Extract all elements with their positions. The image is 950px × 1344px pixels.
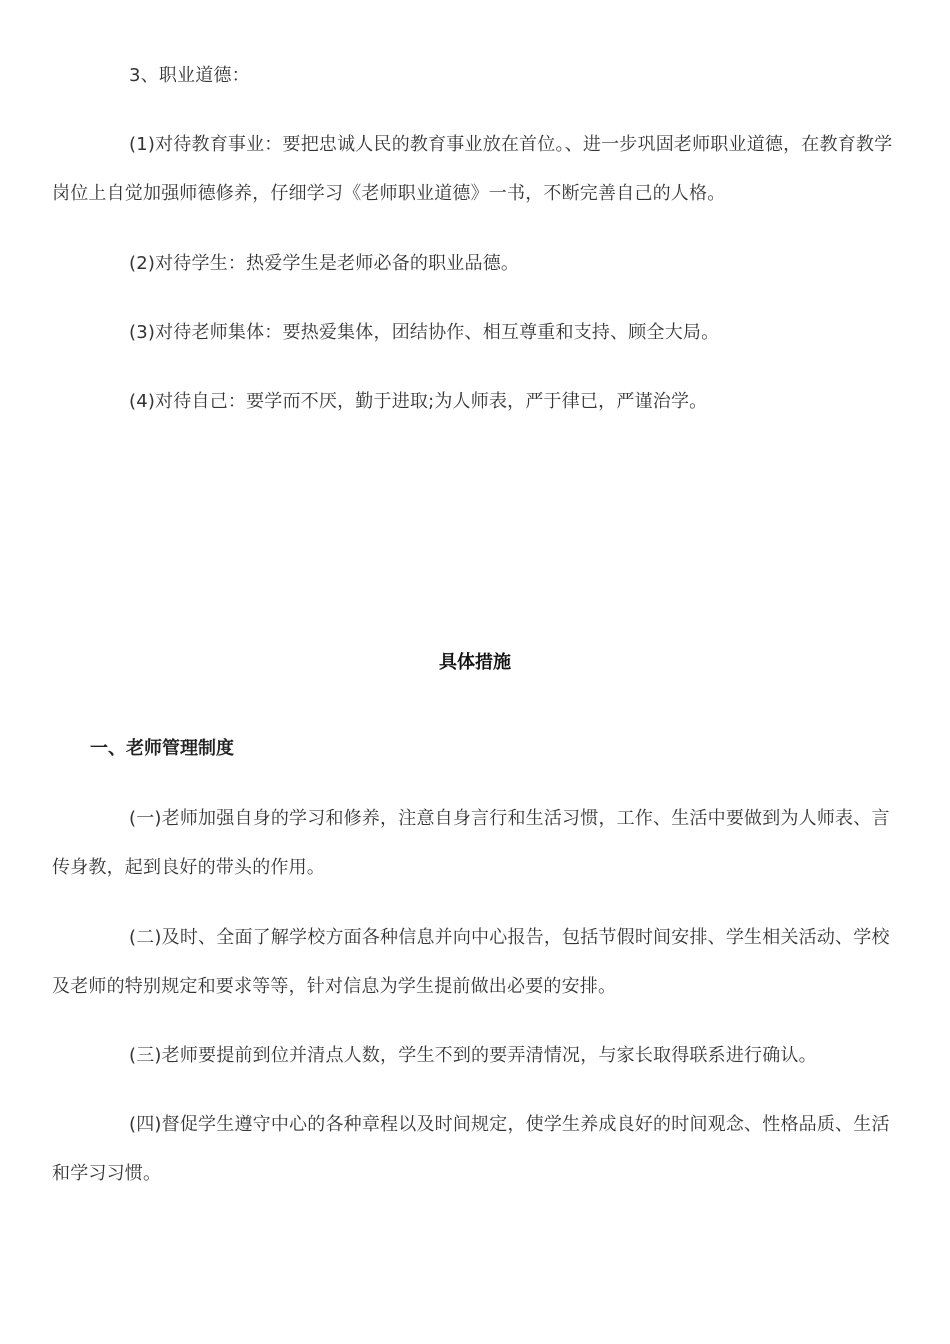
ethics-item-4: (4)对待自己：要学而不厌，勤于进取;为人师表，严于律已，严谨治学。: [129, 391, 708, 412]
measure-item-3: (三)老师要提前到位并清点人数，学生不到的要弄清情况，与家长取得联系进行确认。: [129, 1045, 817, 1066]
ethics-item-2: (2)对待学生：热爱学生是老师必备的职业品德。: [129, 253, 520, 274]
measure-item-4: (四)督促学生遵守中心的各种章程以及时间规定，使学生养成良好的时间观念、性格品质、生活和学习习惯。: [52, 1114, 890, 1184]
teacher-management-heading: 一、老师管理制度: [90, 738, 234, 759]
ethics-item-3: (3)对待老师集体：要热爱集体，团结协作、相互尊重和支持、顾全大局。: [129, 322, 720, 343]
measure-item-2: (二)及时、全面了解学校方面各种信息并向中心报告，包括节假时间安排、学生相关活动、学校及老师的特别规定和要求等等，针对信息为学生提前做出必要的安排。: [52, 927, 890, 997]
measure-item-1: (一)老师加强自身的学习和修养，注意自身言行和生活习惯，工作、生活中要做到为人师表、言传身教，起到良好的带头的作用。: [52, 808, 890, 878]
ethics-section-title: 3、职业道德：: [129, 65, 250, 86]
measures-title: 具体措施: [439, 652, 511, 673]
ethics-item-1: (1)对待教育事业：要把忠诚人民的教育事业放在首位。、进一步巩固老师职业道德，在教育教学岗位上自觉加强师德修养，仔细学习《老师职业道德》一书，不断完善自己的人格。: [52, 134, 893, 204]
